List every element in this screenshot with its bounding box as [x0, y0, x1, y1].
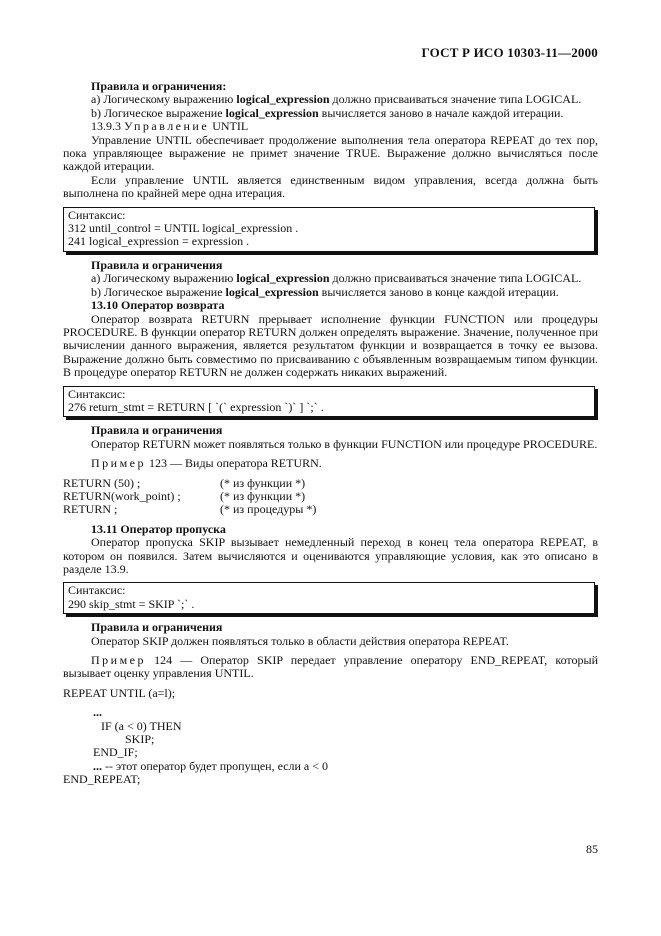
syntax-label: Синтаксис: [68, 207, 126, 222]
rule-b: b) Логическое выражение logical_expression вычисляется заново в конце каждой итерации. [91, 284, 559, 299]
syntax-box [63, 582, 595, 614]
paragraph: Управление UNTIL обеспечивает продолжение выполнения тела оператора REPEAT до тех пор, пока управляющее выражение не примет значение TRUE. Выражение должно вычисляться после каждой итерации. [63, 132, 598, 174]
example-line: RETURN ; (* из процедуры *) [63, 502, 317, 517]
paragraph: Оператор SKIP должен появляться только в области действия оператора REPEAT. [91, 633, 509, 648]
code-line: ... -- этот оператор будет пропущен, если a < 0 [93, 758, 329, 773]
code-line: REPEAT UNTIL (a=l); [63, 685, 176, 700]
page-header: ГОСТ Р ИСО 10303-11—2000 [421, 45, 598, 60]
example-caption: Пример 124 — Оператор SKIP передает управление оператору END_REPEAT, который вызывает оценку управления UNTIL. [63, 653, 598, 681]
rules-title: Правила и ограничения: [91, 79, 227, 93]
code-line: END_IF; [93, 745, 138, 760]
syntax-line: 312 until_control = UNTIL logical_expression . [68, 221, 299, 236]
paragraph: Оператор возврата RETURN прерывает исполнение функции FUNCTION или процедуры PROCEDURE. В функции оператор RETURN должен определять выражение. Значение, полученное при вычислении данного выражения, является результатом функции и возвращается в точку ее вызова. Выражение должно быть совместимо по присваиванию с объявленным возвращаемым типом функции. В процедуре оператор RETURN не должен содержать никаких выражений. [63, 311, 598, 380]
syntax-line: 241 logical_expression = expression . [68, 234, 250, 249]
rules-title: Правила и ограничения [91, 257, 223, 272]
code-line: SKIP; [125, 732, 155, 747]
syntax-line: 290 skip_stmt = SKIP `;` . [68, 596, 195, 611]
syntax-box [63, 386, 595, 418]
example-line: RETURN (50) ; (* из функции *) [63, 475, 306, 490]
page-number: 85 [586, 841, 598, 856]
paragraph: Оператор пропуска SKIP вызывает немедленный переход в конец тела оператора REPEAT, в котором он появился. Затем вычисляются и оцениваются управляющие условия, как это описано в разделе 13.9. [63, 535, 598, 576]
rule-a: a) Логическому выражению logical_expression должно присваиваться значение типа LOGICAL. [91, 92, 582, 107]
syntax-line: 276 return_stmt = RETURN [ `(` expression `)` ] `;` . [68, 399, 324, 414]
example-caption: Пример 123 — Виды оператора RETURN. [91, 456, 322, 471]
code-line: END_REPEAT; [63, 772, 141, 787]
syntax-label: Синтаксис: [68, 583, 126, 598]
example-line: RETURN(work_point) ; (* из функции *) [63, 488, 306, 503]
syntax-box [63, 207, 595, 252]
rules-title: Правила и ограничения [91, 423, 223, 438]
paragraph: Если управление UNTIL является единственным видом управления, всегда должна быть выполнена по крайней мере одна итерация. [63, 172, 598, 201]
paragraph: Оператор RETURN может появляться только в функции FUNCTION или процедуре PROCEDURE. [91, 436, 598, 451]
syntax-label: Синтаксис: [68, 386, 126, 401]
rule-a: a) Логическому выражению logical_expression должно присваиваться значение типа LOGICAL. [91, 271, 582, 286]
rules-title: Правила и ограничения [91, 620, 223, 635]
section-heading-13-10: 13.10 Оператор возврата [91, 298, 225, 313]
section-heading-13-9-3: 13.9.3 Управление UNTIL [91, 119, 249, 134]
code-line: ... [93, 705, 102, 720]
page-content [63, 80, 598, 787]
rule-b: b) Логическое выражение logical_expression вычисляется заново в начале каждой итерации. [91, 105, 564, 120]
code-line: IF (a < 0) THEN [101, 718, 182, 733]
section-heading-13-11: 13.11 Оператор пропуска [91, 521, 226, 536]
